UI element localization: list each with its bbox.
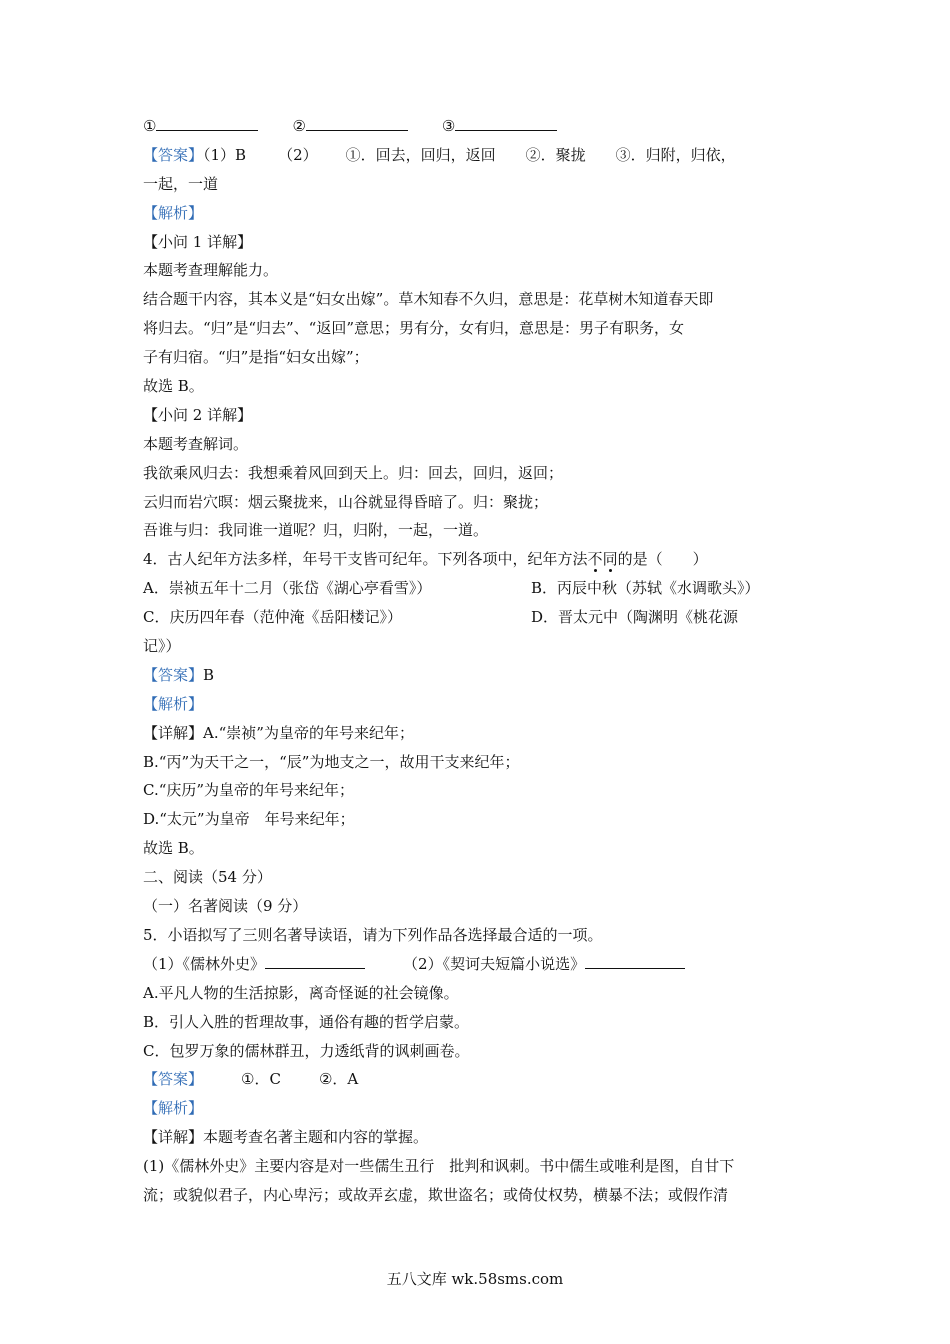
q4-answer: [143, 661, 808, 690]
q4-option-a: A．崇祯五年十二月（张岱《湖心亭看雪》）: [143, 579, 432, 598]
q5-blank-1: [265, 951, 365, 969]
section-title: 二、阅读（54 分）: [143, 868, 272, 887]
q5-blank-2: [585, 951, 685, 969]
q3-answer-line: [143, 141, 808, 170]
answer-value: B: [203, 665, 215, 684]
detail-tag: 【详解】: [143, 1128, 204, 1147]
q5-detail-1: [143, 1123, 808, 1152]
q5-option-a: A.平凡人物的生活掠影，离奇怪诞的社会镜像。: [143, 983, 459, 1002]
sub2-text-3: 云归而岩穴暝：烟云聚拢来，山谷就显得昏暗了。归：聚拢；: [143, 492, 549, 511]
q4-detail-5: 故选 B。: [143, 839, 204, 858]
q4-option-d: D．晋太元中（陶渊明《桃花源: [531, 608, 739, 627]
detail-tag: 【详解】: [143, 723, 204, 742]
q5-item-2: （2）《契诃夫短篇小说选》: [403, 954, 586, 973]
q4-option-c: C．庆历四年春（范仲淹《岳阳楼记》）: [143, 608, 402, 627]
sub1-title: 【小问 1 详解】: [143, 232, 253, 251]
q4-stem-end: 的是（ ）: [617, 550, 708, 569]
emphasis-char-1: 不: [587, 550, 603, 569]
sub1-text-5: 故选 B。: [143, 377, 204, 396]
sub1-text-1: 本题考查理解能力。: [143, 261, 279, 280]
blank-1-label: ①: [143, 117, 157, 135]
detail-text: A.“崇祯”为皇帝的年号来纪年；: [203, 723, 414, 742]
analysis-tag: 【解析】: [143, 1099, 204, 1118]
q5-items: [143, 950, 808, 979]
sub1-text-2: 结合题干内容，其本义是“妇女出嫁”。草木知春不久归，意思是：花草树木知道春天即: [143, 290, 714, 309]
answer-part2: （2）: [278, 145, 318, 164]
blank-2-line: [306, 113, 408, 131]
blank-2-label: ②: [292, 117, 306, 135]
detail-text: 本题考查名著主题和内容的掌握。: [203, 1128, 429, 1147]
sub2-text-1: 本题考查解词。: [143, 434, 249, 453]
q4-detail-3: C.“庆历”为皇帝的年号来纪年；: [143, 781, 355, 800]
q5-stem: 5．小语拟写了三则名著导读语，请为下列作品各选择最合适的一项。: [143, 925, 603, 944]
analysis-tag: 【解析】: [143, 694, 204, 713]
q5-option-c: C．包罗万象的儒林群丑，力透纸背的讽刺画卷。: [143, 1041, 470, 1060]
q4-detail-2: B.“丙”为天干之一，“辰”为地支之一，故用干支来纪年；: [143, 752, 520, 771]
q5-item-1: （1）《儒林外史》: [143, 954, 266, 973]
sub1-text-4: 子有归宿。“归”是指“妇女出嫁”；: [143, 348, 369, 367]
document-page: [143, 112, 808, 1210]
analysis-tag: 【解析】: [143, 203, 204, 222]
sub2-text-2: 我欲乘风归去：我想乘着风回到天上。归：回去，回归，返回；: [143, 463, 564, 482]
q4-detail-4: D.“太元”为皇帝 年号来纪年；: [143, 810, 355, 829]
q3-answer-line-2: 一起，一道: [143, 174, 219, 193]
page-footer: 五八文库 wk.58sms.com: [386, 1270, 564, 1288]
blank-3-label: ③: [441, 117, 456, 135]
q5-detail-2: (1)《儒林外史》主要内容是对一些儒生丑行 批判和讽刺。书中儒生或唯利是图，自甘下: [143, 1157, 735, 1176]
sub2-text-4: 吾谁与归：我同谁一道呢？归，归附，一起，一道。: [143, 521, 489, 540]
q5-option-b: B．引人入胜的哲理故事，通俗有趣的哲学启蒙。: [143, 1012, 470, 1031]
answer-tag: 【答案】: [143, 665, 204, 684]
answer-tag: 【答案】: [143, 145, 204, 164]
answer-tag: 【答案】: [143, 1070, 204, 1089]
q5-answer: [143, 1065, 808, 1094]
sub1-text-3: 将归去。“归”是“归去”、“返回”意思；男有分，女有归，意思是：男子有职务，女: [143, 319, 685, 338]
subsection-title: （一）名著阅读（9 分）: [143, 897, 308, 916]
q5-detail-3: 流；或貌似君子，内心卑污；或故弄玄虚，欺世盗名；或倚仗权势，横暴不法；或假作清: [143, 1185, 729, 1204]
q4-stem-text: 4．古人纪年方法多样，年号干支皆可纪年。下列各项中，纪年方法: [143, 550, 588, 569]
q4-options-row-1: [143, 574, 808, 603]
answer-item2: ②．A: [318, 1070, 359, 1089]
answer-part1: （1）B: [203, 145, 247, 164]
q4-options-row-2: [143, 603, 808, 632]
q4-option-d-cont: 记》）: [143, 637, 181, 656]
answer-item3: ③．归附，归依，: [615, 145, 736, 164]
sub2-title: 【小问 2 详解】: [143, 405, 253, 424]
q3-blanks-row: [143, 112, 808, 141]
answer-item2: ②．聚拢: [525, 145, 586, 164]
q4-detail-1: [143, 719, 808, 748]
blank-1-line: [156, 113, 258, 131]
blank-3-line: [455, 113, 557, 131]
emphasis-char-2: 同: [602, 550, 618, 569]
answer-item1: ①．回去，回归，返回: [345, 145, 496, 164]
answer-item1: ①．C: [241, 1070, 281, 1089]
q4-stem: [143, 545, 808, 574]
q4-option-b: B．丙辰中秋（苏轼《水调歌头》）: [531, 579, 760, 598]
